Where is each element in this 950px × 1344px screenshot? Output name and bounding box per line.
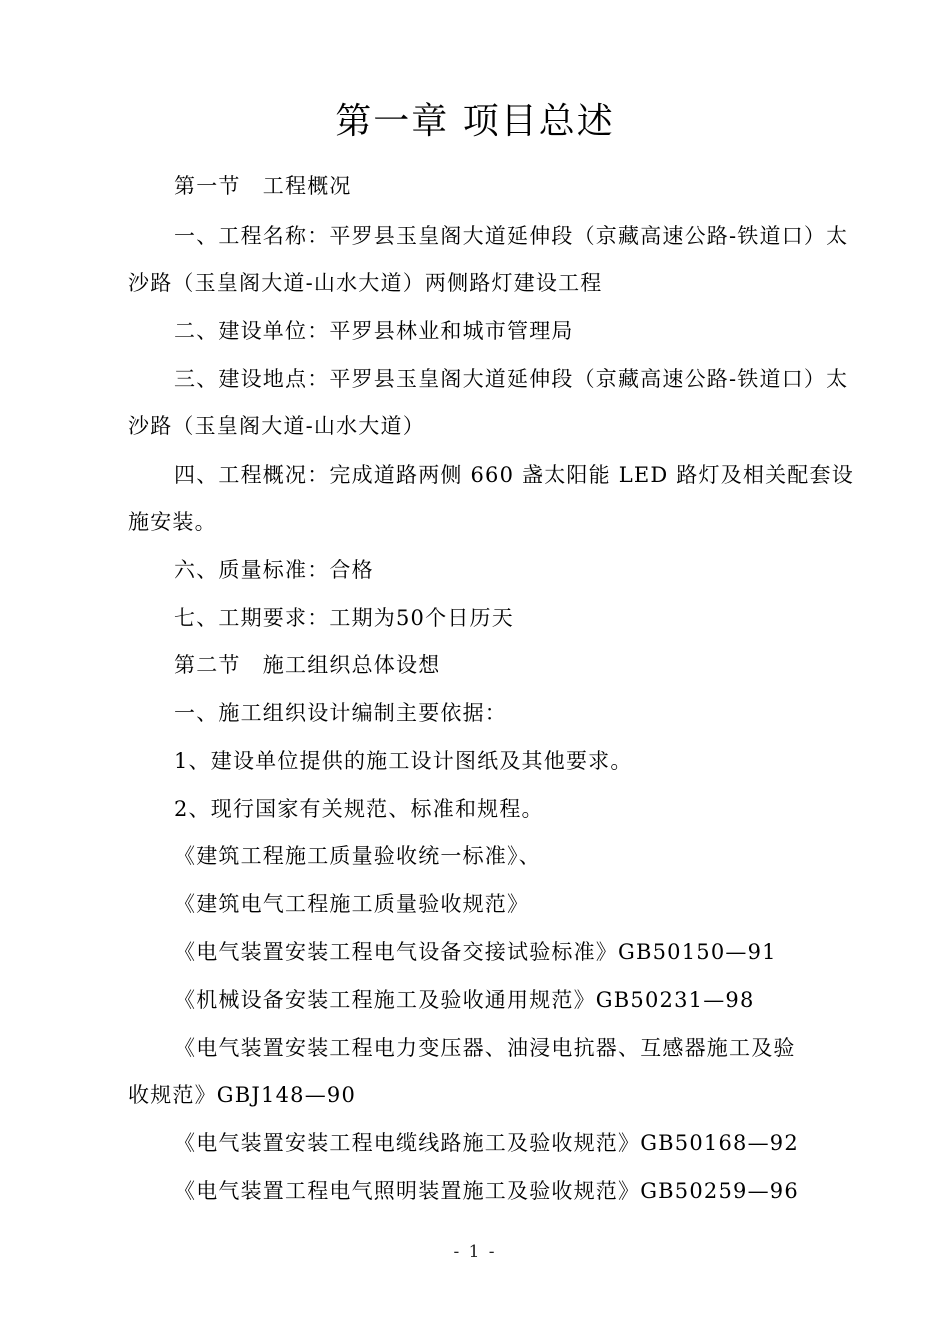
standard-item: 《建筑电气工程施工质量验收规范》 [174,892,530,916]
paragraph-line: 沙路（玉皇阁大道-山水大道） [128,414,425,438]
paragraph-line: 2、现行国家有关规范、标准和规程。 [174,797,544,821]
chapter-title: 第一章 项目总述 [335,101,615,142]
paragraph-line: 七、工期要求：工期为50个日历天 [174,606,514,630]
page-number: - 1 - [453,1242,497,1262]
section-heading: 第一节 工程概况 [174,174,352,198]
paragraph-line: 施安装。 [128,510,217,534]
standard-item: 收规范》GBJ148—90 [128,1083,357,1107]
paragraph-line: 沙路（玉皇阁大道-山水大道）两侧路灯建设工程 [128,271,603,295]
standard-item: 《电气装置安装工程电缆线路施工及验收规范》GB50168—92 [174,1131,799,1155]
paragraph-line: 二、建设单位：平罗县林业和城市管理局 [174,319,574,343]
standard-item: 《机械设备安装工程施工及验收通用规范》GB50231—98 [174,988,755,1012]
paragraph-line: 六、质量标准：合格 [174,558,374,582]
standard-item: 《电气装置工程电气照明装置施工及验收规范》GB50259—96 [174,1179,799,1203]
standard-item: 《建筑工程施工质量验收统一标准》、 [174,844,541,868]
paragraph-line: 一、施工组织设计编制主要依据： [174,701,507,725]
standard-item: 《电气装置安装工程电力变压器、油浸电抗器、互感器施工及验 [174,1036,796,1060]
paragraph-line: 三、建设地点：平罗县玉皇阁大道延伸段（京藏高速公路-铁道口）太 [174,367,849,391]
paragraph-line: 一、工程名称：平罗县玉皇阁大道延伸段（京藏高速公路-铁道口）太 [174,224,849,248]
paragraph-line: 1、建设单位提供的施工设计图纸及其他要求。 [174,749,633,773]
section-heading: 第二节 施工组织总体设想 [174,653,441,677]
paragraph-line: 四、工程概况：完成道路两侧 660 盏太阳能 LED 路灯及相关配套设 [174,463,854,487]
standard-item: 《电气装置安装工程电气设备交接试验标准》GB50150—91 [174,940,777,964]
